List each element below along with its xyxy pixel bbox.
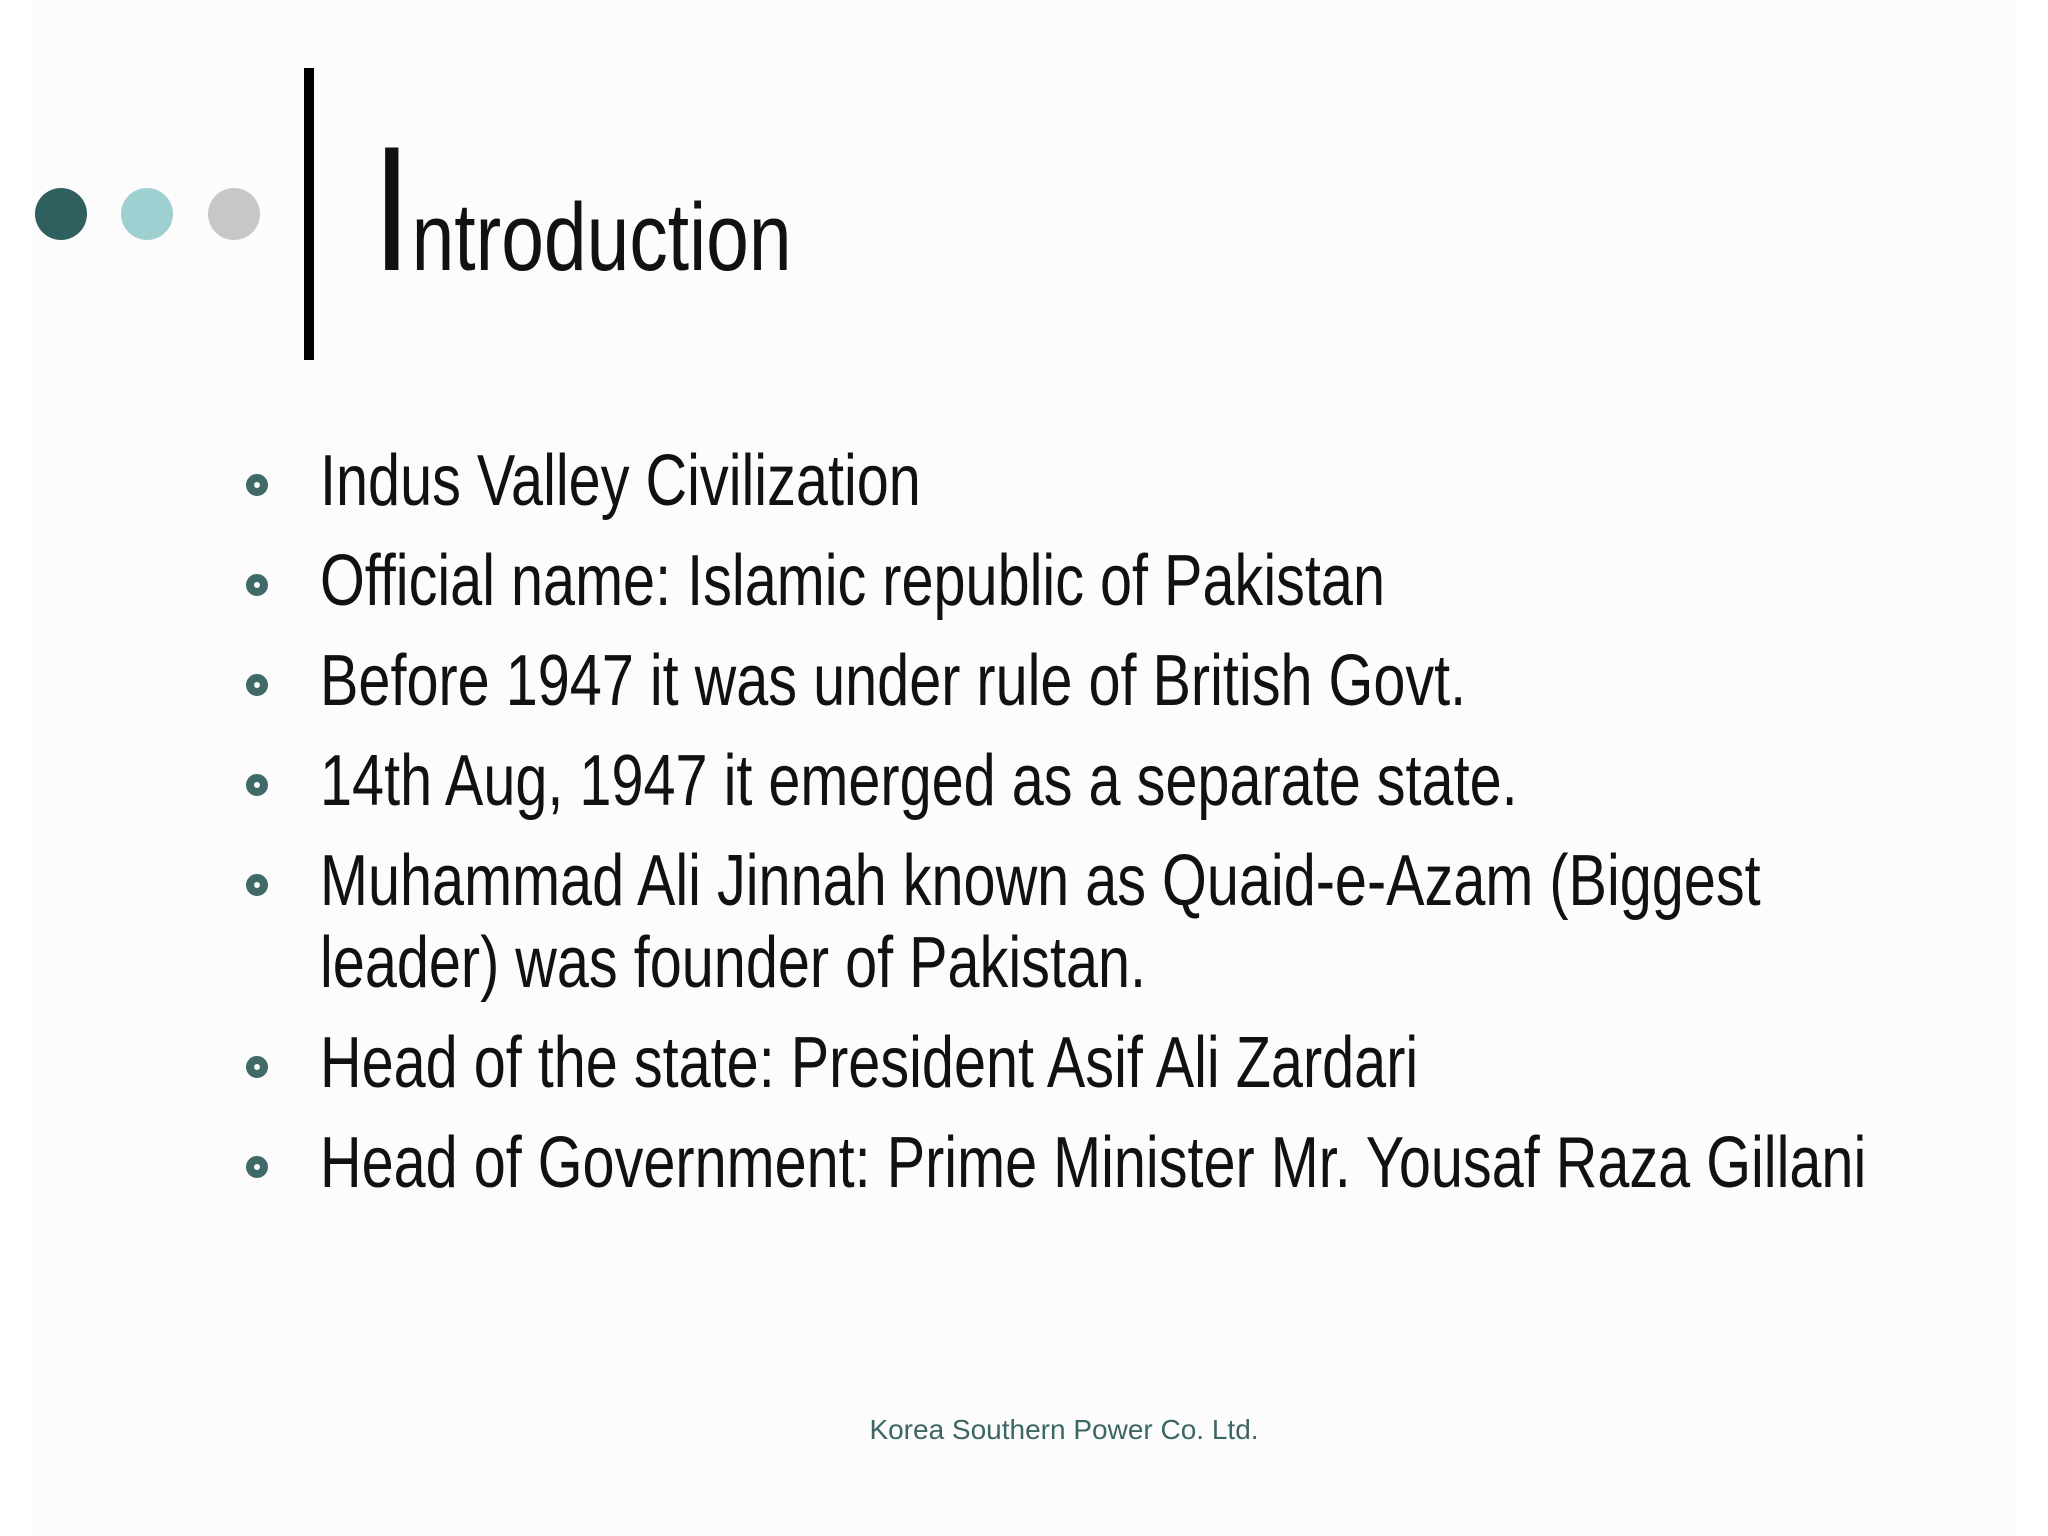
bullet-text: Head of the state: President Asif Ali Zardari (320, 1023, 1419, 1103)
bullet-ring-icon (246, 474, 268, 496)
bullet-text: Indus Valley Civilization (320, 441, 921, 521)
bullet-text: Official name: Islamic republic of Pakistan (320, 541, 1385, 621)
bullet-ring-icon (246, 674, 268, 696)
bullet-ring-icon (246, 774, 268, 796)
footer-company-name: Korea Southern Power Co. Ltd. (869, 1414, 1259, 1445)
bullet-text: 14th Aug, 1947 it emerged as a separate state. (320, 741, 1518, 821)
bullet-text: Before 1947 it was under rule of British Govt. (320, 641, 1467, 721)
title-initial: I (372, 109, 412, 308)
bullet-ring-icon (246, 1156, 268, 1178)
bullet-ring-icon (246, 574, 268, 596)
bullet-text: Head of Government: Prime Minister Mr. Yousaf Raza Gillani (320, 1123, 1867, 1203)
bullet-ring-icon (246, 1056, 268, 1078)
title-rest: ntroduction (411, 184, 792, 291)
bullet-ring-icon (246, 874, 268, 896)
bullet-text: Muhammad Ali Jinnah known as Quaid-e-Azam (Biggest leader) was founder of Pakistan. (320, 841, 1761, 1003)
